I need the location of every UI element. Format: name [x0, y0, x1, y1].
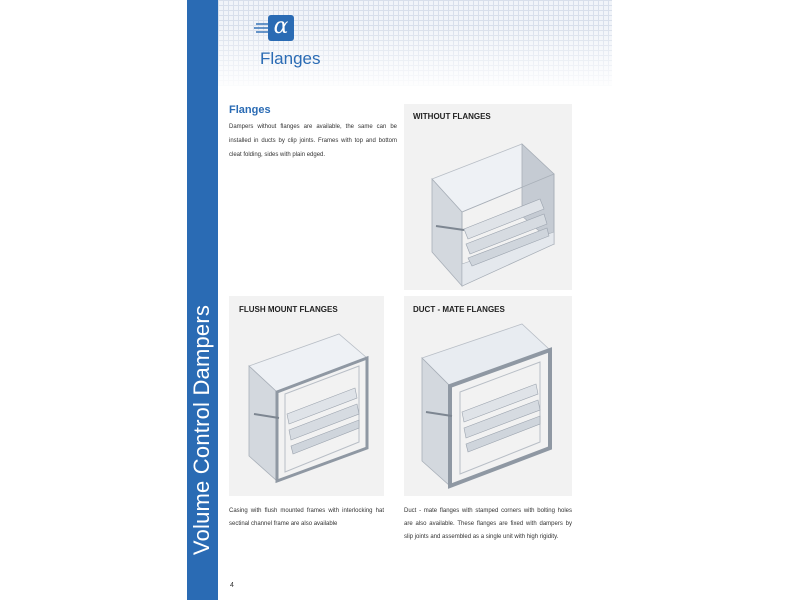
damper-without-flanges-icon [404, 124, 572, 290]
caption-flush-mount: Casing with flush mounted frames with interlocking hat sectinal channel frame are also available [229, 508, 384, 527]
document-page [187, 0, 612, 600]
panel-label-without-flanges: WITHOUT FLANGES [413, 112, 491, 121]
page-number: 4 [230, 582, 234, 589]
sidebar-band [187, 0, 218, 600]
intro-paragraph: Dampers without flanges are available, the same can be installed in ducts by clip joints. Frames with top and bottom cleat folding, sides with plain edged. [229, 124, 397, 158]
damper-duct-mate-flanges-icon [404, 316, 572, 496]
section-heading: Flanges [229, 104, 271, 116]
panel-label-flush-mount-flanges: FLUSH MOUNT FLANGES [239, 305, 338, 314]
logo-speed-lines-icon [254, 22, 268, 34]
page-header [218, 0, 612, 86]
caption-duct-mate: Duct - mate flanges with stamped corners with bolting holes are also available. These flanges are fixed with dampers by slip joints and assembled as a single unit with high rigidity. [404, 508, 572, 540]
panel-flush-mount-flanges [229, 296, 384, 496]
page-title: Flanges [260, 49, 321, 68]
panel-label-duct-mate-flanges: DUCT - MATE FLANGES [413, 305, 505, 314]
sidebar-title: Volume Control Dampers [189, 304, 214, 556]
panel-without-flanges [404, 104, 572, 290]
damper-flush-mount-flanges-icon [229, 316, 384, 496]
panel-duct-mate-flanges [404, 296, 572, 496]
alpha-logo-icon: α [268, 15, 294, 41]
